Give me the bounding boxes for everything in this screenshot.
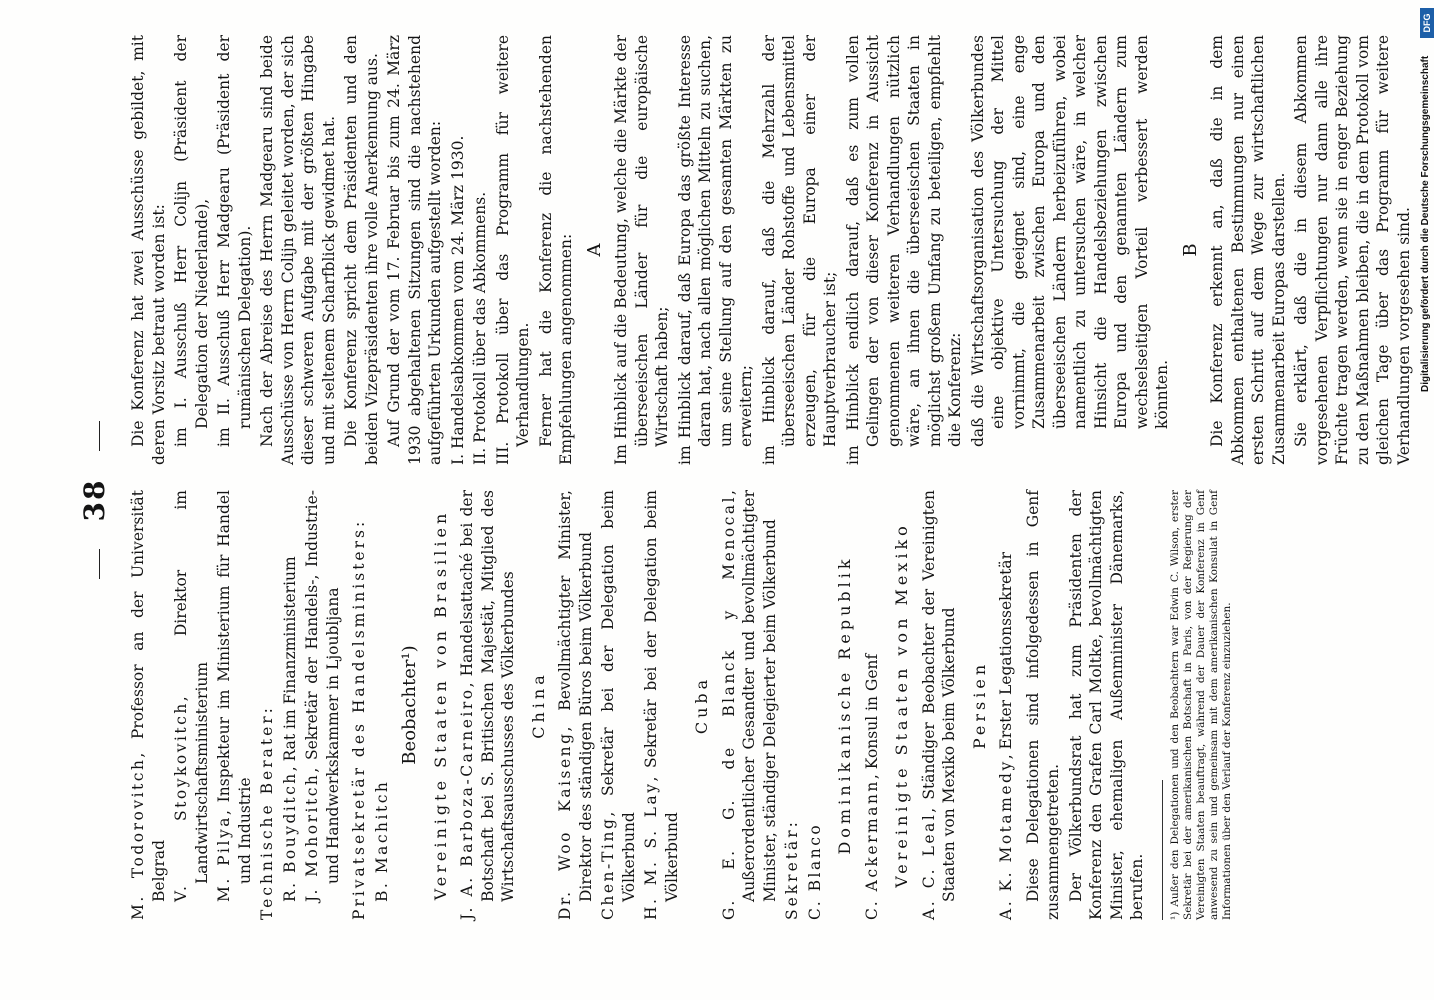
committee-item: im II. Ausschuß Herr Madgearu (Präsident der rumänischen Delegation). bbox=[215, 35, 254, 447]
left-column bbox=[128, 490, 1234, 920]
member-desc: , Inspekteur im Ministerium für Handel und Industrie bbox=[215, 490, 254, 884]
document-item: III. Protokoll über das Programm für weitere Verhandlungen. bbox=[493, 35, 532, 465]
b-point: Die Konferenz erkennt an, daß die in dem Abkommen enthaltenen Bestimmungen nur einen ersten Schritt auf dem Wege zur wirtschaftlichen Zusammenarbeit Europas darstellen. bbox=[1208, 35, 1288, 465]
section-title-dominican: Dominikanische Republik bbox=[835, 555, 854, 855]
tech-name: R. Bouyditch bbox=[280, 771, 299, 902]
member-desc: , Professor an der Universität Belgrad bbox=[129, 489, 168, 902]
section-a-heading: A bbox=[583, 243, 605, 257]
private-heading: Privatsekretär des Handelsministers: bbox=[350, 518, 368, 920]
tech-entry bbox=[280, 490, 301, 920]
observer-entry bbox=[598, 490, 639, 920]
document-item: I. Handelsabkommen vom 24. März 1930. bbox=[448, 135, 467, 465]
observer-desc: , Ständiger Beobachter der Vereinigten Staaten von Mexiko beim Völkerbund bbox=[919, 490, 958, 902]
dfg-logo bbox=[1420, 8, 1434, 38]
document-item: II. Protokoll über das Abkommens. bbox=[471, 191, 489, 465]
observer-entry bbox=[641, 490, 682, 920]
sekretaer-heading: Sekretär: bbox=[783, 819, 801, 920]
observer-entry bbox=[457, 490, 519, 920]
member-name: V. Stoykovitch bbox=[172, 701, 190, 902]
a-point: im Hinblick darauf, daß Europa das größte Interesse daran hat, nach allen möglichen Mitteln zu suchen, um seine Stellung auf den gesamten Märkten zu erweitern; bbox=[675, 35, 755, 465]
member-desc: , Direktor im Landwirtschaftsministerium bbox=[172, 490, 211, 884]
b-point: Sie erklärt, daß die in diesem Abkommen vorgesehenen Verpflichtungen nur dann alle ihre Früchte tragen werden, wenn sie in enger Beziehung zu den Maßnahmen bleiben, die in dem Protokoll vom gleichen Tage über das Programm für weitere Verhandlungen vorgesehen sind. bbox=[1292, 35, 1413, 465]
a-point: im Hinblick darauf, daß die Mehrzahl der überseeischen Länder Rohstoffe und Lebensmittel erzeugen, für die Europa einer der Hauptverbraucher ist; bbox=[759, 35, 839, 465]
observer-name: J. A. Barboza-Carneiro bbox=[458, 687, 476, 920]
observer-desc: , Sekretär bei der Delegation beim Völkerbund bbox=[642, 490, 681, 902]
header-dash-right bbox=[99, 421, 100, 451]
attribution-strip bbox=[1408, 0, 1434, 1000]
dfg-logo-text: DFG bbox=[1422, 13, 1432, 33]
observer-entry bbox=[555, 490, 596, 920]
observer-desc: , Sekretär bei der Delegation beim Völkerbund bbox=[599, 490, 638, 902]
a-point: Im Hinblick auf die Bedeutung, welche die Märkte der überseeischen Länder für die europäische Wirtschaft haben; bbox=[612, 35, 671, 465]
member-entry bbox=[171, 490, 212, 920]
section-title-brazil: Vereinigte Staaten von Brasilien bbox=[430, 509, 450, 901]
section-title-mexico: Vereinigte Staaten von Mexiko bbox=[892, 522, 911, 888]
member-name: M. Pilya bbox=[215, 815, 233, 902]
observer-name: C. Ackermann bbox=[862, 779, 881, 920]
tech-desc: , Sekretär der Handels-, Industrie- und Handwerkskammer in Ljoubljana bbox=[303, 489, 342, 884]
observer-name: Chen-Ting bbox=[599, 816, 617, 920]
closing-paragraph: Der Völkerbundsrat hat zum Präsidenten der Konferenz den Grafen Carl Moltke, bevollmächtigten Minister, ehemaligen Außenminister Dänemarks, berufen. bbox=[1066, 490, 1146, 920]
member-entry bbox=[214, 490, 255, 920]
observer-entry bbox=[719, 490, 781, 920]
section-b-heading: B bbox=[1179, 243, 1201, 257]
tech-heading: Technische Berater: bbox=[258, 705, 276, 920]
observer-name: G. E. G. de Blanck y Menocal bbox=[719, 494, 738, 920]
intro-paragraph: Die Konferenz hat zwei Ausschüsse gebildet, mit deren Vorsitz betraut worden ist: bbox=[129, 35, 168, 465]
tech-entry bbox=[302, 490, 343, 920]
footnote: ¹) Außer den Delegationen und den Beobachtern war Edwin C. Wilson, erster Sekretär bei der amerikanischen Botschaft in Paris, von der Regierung der Vereinigten Staaten beauftragt, während der Dauer der Konferenz in Genf anwesend zu sein und gemeinsam mit dem amerikanischen Konsulat in Genf Informationen über den Verlauf der Konferenz einzuziehen. bbox=[1168, 490, 1233, 920]
observer-name: H. M. S. Lay bbox=[642, 781, 660, 920]
member-entry bbox=[128, 490, 169, 920]
observer-entry bbox=[996, 490, 1017, 920]
observer-desc: , Handelsattaché bei der Botschaft bei S. Britischen Majestät, Mitglied des Wirtschaftsausschusses des Völkerbundes bbox=[458, 490, 517, 902]
observer-entry bbox=[862, 490, 883, 920]
section-title-china: China bbox=[528, 671, 548, 739]
observer-name: A. K. Motamedy bbox=[997, 759, 1015, 920]
body-paragraph: Die Konferenz spricht dem Präsidenten und den beiden Vizepräsidenten ihre volle Anerkennung aus. bbox=[342, 35, 381, 465]
page-header bbox=[78, 0, 118, 1000]
a-point: im Hinblick endlich darauf, daß es zum vollen Gelingen der von dieser Konferenz in Aussicht genommenen weiteren Verhandlungen nützlich wäre, an ihnen die überseeischen Staaten in möglichst großem Umfang zu beteiligen, empfiehlt die Konferenz: bbox=[843, 35, 964, 465]
observer-desc: , Bevollmächtigter Minister, Direktor des ständigen Büros beim Völkerbund bbox=[556, 490, 595, 902]
header-dash-left bbox=[99, 549, 100, 579]
right-column bbox=[128, 35, 1416, 465]
section-title-cuba: Cuba bbox=[692, 675, 711, 735]
recommend-intro: Ferner hat die Konferenz die nachstehenden Empfehlungen angenommen: bbox=[536, 35, 575, 465]
closing-paragraph: Diese Delegationen sind infolgedessen in Genf zusammengetreten. bbox=[1023, 490, 1062, 920]
tech-desc: , Rat im Finanzministerium bbox=[280, 556, 299, 772]
member-name: M. Todorovitch bbox=[129, 757, 147, 920]
body-paragraph: Auf Grund der vom 17. Februar bis zum 24. März 1930 abgehaltenen Sitzungen sind die nachstehend aufgeführten Urkunden aufgestellt worden: bbox=[385, 35, 444, 465]
observer-desc: , Erster Legationssekretär bbox=[997, 551, 1015, 760]
sekretaer-name: C. Blanco bbox=[805, 822, 824, 920]
observer-desc: , Außerordentlicher Gesandter und bevollmächtigter Minister, ständiger Delegierter beim Völkerbund bbox=[719, 490, 779, 902]
body-paragraph: Nach der Abreise des Herrn Madgearu sind beide Ausschüsse von Herrn Colijn geleitet worden, der sich dieser schweren Aufgabe mit der größten Hingabe und mit seltenem Scharfblick gewidmet hat. bbox=[258, 35, 338, 465]
a-point: daß die Wirtschaftsorganisation des Völkerbundes eine objektive Untersuchung der Mittel vornimmt, die geeignet sind, eine enge Zusammenarbeit zwischen Europa und den überseeischen Ländern herbeizuführen, wobei namentlich zu untersuchen wäre, in welcher Hinsicht die Handelsbeziehungen zwischen Europa und den genannten Ländern zum wechselseitigen Vorteil verbessert werden könnten. bbox=[968, 35, 1171, 447]
tech-name: J. Mohoritch bbox=[303, 772, 321, 902]
page-number: 38 bbox=[78, 478, 111, 522]
observer-name: A. C. Leal bbox=[919, 812, 938, 920]
observers-heading: Beobachter¹) bbox=[399, 645, 420, 765]
observer-desc: , Konsul in Genf bbox=[862, 653, 881, 780]
committee-item: im I. Ausschuß Herr Colijn (Präsident der Delegation der Niederlande), bbox=[172, 35, 211, 447]
private-name: B. Machitch bbox=[372, 779, 391, 902]
observer-entry bbox=[919, 490, 960, 920]
section-title-persia: Persien bbox=[969, 660, 989, 750]
attribution-text: Digitalisierung gefördert durch die Deutsche Forschungsgemeinschaft bbox=[1420, 55, 1431, 392]
observer-name: Dr. Woo Kaiseng bbox=[556, 731, 574, 920]
footnote-rule bbox=[1162, 780, 1163, 920]
